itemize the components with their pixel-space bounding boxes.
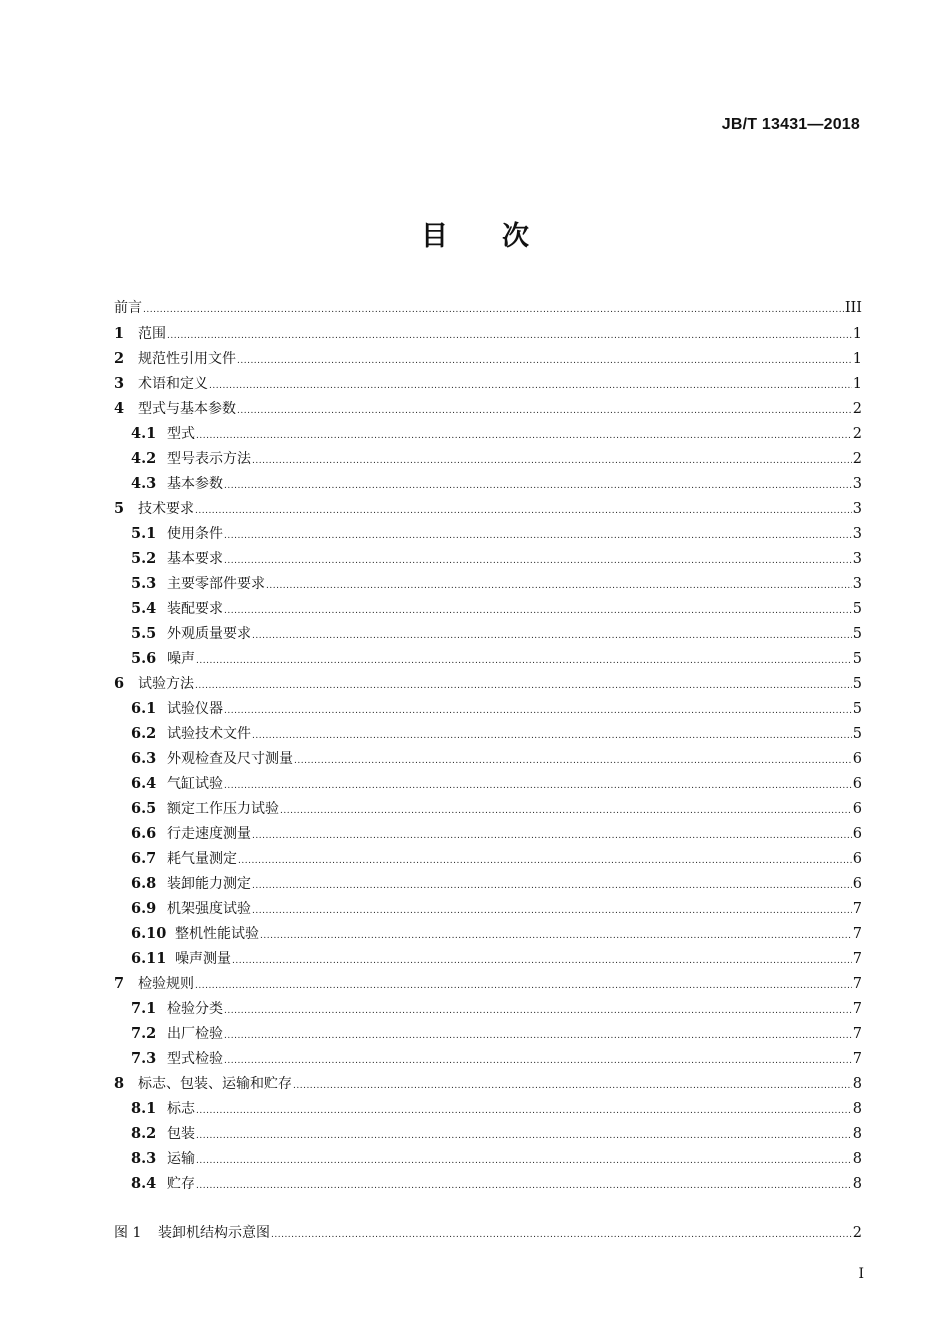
toc-entry-label: 耗气量测定 bbox=[167, 851, 237, 867]
dot-leader bbox=[224, 772, 852, 799]
toc-entry-page: 5 bbox=[852, 676, 862, 692]
toc-entry-number: 6.2 bbox=[131, 725, 157, 742]
toc-entry-number: 6.4 bbox=[131, 775, 157, 792]
toc-entry[interactable] bbox=[114, 1146, 862, 1171]
toc-entry-label: 规范性引用文件 bbox=[138, 351, 236, 367]
toc-entry-number: 7.3 bbox=[131, 1050, 157, 1067]
toc-entry-label: 试验仪器 bbox=[167, 701, 223, 717]
dot-leader bbox=[224, 1047, 852, 1074]
dot-leader bbox=[224, 472, 852, 499]
toc-entry[interactable] bbox=[114, 571, 862, 596]
toc-entry-number: 5.1 bbox=[131, 525, 157, 542]
dot-leader bbox=[196, 1147, 852, 1174]
toc-entry-label: 机架强度试验 bbox=[167, 901, 251, 917]
toc-entry-number: 6.9 bbox=[131, 900, 157, 917]
figure-entry-number: 图 1 bbox=[114, 1225, 142, 1241]
toc-entry[interactable] bbox=[114, 721, 862, 746]
toc-entry-number: 4.3 bbox=[131, 475, 157, 492]
toc-entry-page: 5 bbox=[852, 601, 862, 617]
dot-leader bbox=[266, 572, 852, 599]
toc-entry-label: 装卸能力测定 bbox=[167, 876, 251, 892]
toc-entry-number: 8.2 bbox=[131, 1125, 157, 1142]
toc-entry-number: 6.3 bbox=[131, 750, 157, 767]
toc-entry[interactable] bbox=[114, 1046, 862, 1071]
toc-entry-number: 7.1 bbox=[131, 1000, 157, 1017]
toc-entry-number: 4.1 bbox=[131, 425, 157, 442]
toc-entry-number: 6.1 bbox=[131, 700, 157, 717]
figure-entry-page: 2 bbox=[852, 1225, 862, 1241]
toc-entry[interactable] bbox=[114, 746, 862, 771]
toc-entry-label: 行走速度测量 bbox=[167, 826, 251, 842]
dot-leader bbox=[195, 497, 852, 524]
toc-entry-page: 7 bbox=[852, 1001, 862, 1017]
toc-entry[interactable] bbox=[114, 1071, 862, 1096]
toc-entry-label: 标志、包装、运输和贮存 bbox=[138, 1076, 292, 1092]
toc-entry-label: 主要零部件要求 bbox=[167, 576, 265, 592]
toc-entry-label: 检验分类 bbox=[167, 1001, 223, 1017]
toc-entry[interactable] bbox=[114, 546, 862, 571]
toc-entry-page: 1 bbox=[852, 351, 862, 367]
toc-entry[interactable] bbox=[114, 896, 862, 921]
toc-entry-label: 噪声 bbox=[167, 651, 195, 667]
dot-leader bbox=[167, 322, 852, 349]
toc-entry-number: 8.3 bbox=[131, 1150, 157, 1167]
toc-entry-label: 基本要求 bbox=[167, 551, 223, 567]
toc-entry[interactable] bbox=[114, 996, 862, 1021]
toc-entry-label: 试验方法 bbox=[138, 676, 194, 692]
toc-entry-number: 5.3 bbox=[131, 575, 157, 592]
toc-entry[interactable] bbox=[114, 946, 862, 971]
toc-entry-number: 5.2 bbox=[131, 550, 157, 567]
dot-leader bbox=[224, 597, 852, 624]
toc-entry-page: 5 bbox=[852, 651, 862, 667]
toc-entry[interactable] bbox=[114, 621, 862, 646]
dot-leader bbox=[209, 372, 852, 399]
toc-entry-number: 8.4 bbox=[131, 1175, 157, 1192]
standard-code: JB/T 13431—2018 bbox=[721, 116, 860, 133]
toc-entry-label: 整机性能试验 bbox=[175, 926, 259, 942]
toc-entry-number: 3 bbox=[114, 375, 125, 392]
toc-entry-label: 额定工作压力试验 bbox=[167, 801, 279, 817]
toc-entry-number: 7 bbox=[114, 975, 125, 992]
toc-entry[interactable] bbox=[114, 796, 862, 821]
toc-entry[interactable] bbox=[114, 421, 862, 446]
toc-entry-number: 5 bbox=[114, 500, 125, 517]
dot-leader bbox=[237, 397, 852, 424]
toc-entry-label: 贮存 bbox=[167, 1176, 195, 1192]
toc-entry-page: 7 bbox=[852, 976, 862, 992]
dot-leader bbox=[196, 1097, 852, 1124]
toc-entry[interactable] bbox=[114, 871, 862, 896]
toc-entry-number: 4 bbox=[114, 400, 125, 417]
toc-entry-number: 6.6 bbox=[131, 825, 157, 842]
toc-entry-number: 5.6 bbox=[131, 650, 157, 667]
toc-entry-label: 型式 bbox=[167, 426, 195, 442]
figure-list bbox=[114, 1221, 862, 1246]
toc-entry-page: 3 bbox=[852, 526, 862, 542]
toc-entry[interactable] bbox=[114, 1021, 862, 1046]
dot-leader bbox=[224, 1022, 852, 1049]
toc-entry-number: 6.7 bbox=[131, 850, 157, 867]
toc-entry-number: 1 bbox=[114, 325, 125, 342]
toc-entry-page: III bbox=[844, 300, 862, 316]
toc-entry[interactable] bbox=[114, 521, 862, 546]
toc-entry-label: 出厂检验 bbox=[167, 1026, 223, 1042]
toc-entry-label: 范围 bbox=[138, 326, 166, 342]
toc-entry-page: 7 bbox=[852, 1026, 862, 1042]
dot-leader bbox=[252, 447, 852, 474]
figure-entry[interactable] bbox=[114, 1221, 862, 1246]
toc-entry[interactable] bbox=[114, 696, 862, 721]
toc-entry[interactable] bbox=[114, 321, 862, 346]
toc-entry-label: 气缸试验 bbox=[167, 776, 223, 792]
toc-entry-label: 装配要求 bbox=[167, 601, 223, 617]
toc-entry-label: 运输 bbox=[167, 1151, 195, 1167]
dot-leader bbox=[260, 922, 852, 949]
title-char-2: 次 bbox=[502, 221, 529, 252]
dot-leader bbox=[252, 622, 852, 649]
toc-entry-page: 8 bbox=[852, 1076, 862, 1092]
dot-leader bbox=[196, 1122, 852, 1149]
toc-entry-label: 标志 bbox=[167, 1101, 195, 1117]
toc-entry[interactable] bbox=[114, 471, 862, 496]
dot-leader bbox=[196, 1172, 852, 1199]
toc-entry-page: 7 bbox=[852, 901, 862, 917]
table-of-contents bbox=[114, 296, 862, 1196]
toc-entry-page: 5 bbox=[852, 726, 862, 742]
dot-leader bbox=[195, 672, 852, 699]
toc-entry-page: 7 bbox=[852, 1051, 862, 1067]
page-number: I bbox=[858, 1266, 864, 1282]
toc-entry[interactable] bbox=[114, 646, 862, 671]
dot-leader bbox=[294, 747, 852, 774]
toc-entry[interactable] bbox=[114, 1121, 862, 1146]
dot-leader bbox=[224, 522, 852, 549]
toc-entry-number: 5.5 bbox=[131, 625, 157, 642]
dot-leader bbox=[143, 296, 844, 323]
toc-entry[interactable] bbox=[114, 496, 862, 521]
dot-leader bbox=[238, 847, 852, 874]
toc-entry-number: 5.4 bbox=[131, 600, 157, 617]
toc-entry-page: 3 bbox=[852, 476, 862, 492]
toc-entry[interactable] bbox=[114, 846, 862, 871]
toc-entry-label: 检验规则 bbox=[138, 976, 194, 992]
toc-entry-label: 使用条件 bbox=[167, 526, 223, 542]
toc-entry-label: 术语和定义 bbox=[138, 376, 208, 392]
toc-entry-label: 基本参数 bbox=[167, 476, 223, 492]
dot-leader bbox=[232, 947, 852, 974]
toc-entry[interactable] bbox=[114, 371, 862, 396]
dot-leader bbox=[280, 797, 852, 824]
dot-leader bbox=[252, 822, 852, 849]
toc-entry-label: 型式与基本参数 bbox=[138, 401, 236, 417]
toc-entry-label: 前言 bbox=[114, 300, 142, 316]
toc-entry-page: 3 bbox=[852, 551, 862, 567]
toc-entry-page: 5 bbox=[852, 626, 862, 642]
toc-entry[interactable] bbox=[114, 921, 862, 946]
toc-entry-page: 6 bbox=[852, 826, 862, 842]
toc-entry-label: 型式检验 bbox=[167, 1051, 223, 1067]
toc-entry[interactable] bbox=[114, 821, 862, 846]
dot-leader bbox=[224, 547, 852, 574]
toc-entry[interactable] bbox=[114, 346, 862, 371]
toc-entry-page: 6 bbox=[852, 851, 862, 867]
toc-entry-page: 8 bbox=[852, 1176, 862, 1192]
toc-entry-number: 8.1 bbox=[131, 1100, 157, 1117]
dot-leader bbox=[224, 997, 852, 1024]
toc-entry-page: 6 bbox=[852, 801, 862, 817]
toc-entry-page: 2 bbox=[852, 426, 862, 442]
dot-leader bbox=[196, 422, 852, 449]
toc-entry-page: 6 bbox=[852, 876, 862, 892]
dot-leader bbox=[195, 972, 852, 999]
page-title bbox=[0, 214, 950, 253]
dot-leader bbox=[252, 722, 852, 749]
toc-entry-label: 噪声测量 bbox=[175, 951, 231, 967]
dot-leader bbox=[224, 697, 852, 724]
toc-entry-label: 型号表示方法 bbox=[167, 451, 251, 467]
toc-entry-number: 6.5 bbox=[131, 800, 157, 817]
toc-entry-number: 6 bbox=[114, 675, 125, 692]
toc-entry[interactable] bbox=[114, 1096, 862, 1121]
toc-entry[interactable] bbox=[114, 296, 862, 321]
toc-entry-number: 6.10 bbox=[131, 925, 167, 942]
toc-entry[interactable] bbox=[114, 671, 862, 696]
toc-entry-page: 7 bbox=[852, 926, 862, 942]
figure-entry-label: 装卸机结构示意图 bbox=[158, 1225, 270, 1241]
toc-entry-number: 6.8 bbox=[131, 875, 157, 892]
toc-entry-page: 2 bbox=[852, 401, 862, 417]
toc-entry[interactable] bbox=[114, 596, 862, 621]
toc-entry-number: 2 bbox=[114, 350, 125, 367]
toc-entry-label: 包装 bbox=[167, 1126, 195, 1142]
toc-entry-page: 8 bbox=[852, 1126, 862, 1142]
toc-entry[interactable] bbox=[114, 396, 862, 421]
dot-leader bbox=[293, 1072, 852, 1099]
toc-entry-label: 外观质量要求 bbox=[167, 626, 251, 642]
toc-entry-label: 外观检查及尺寸测量 bbox=[167, 751, 293, 767]
title-char-1: 目 bbox=[421, 221, 448, 252]
toc-entry-page: 2 bbox=[852, 451, 862, 467]
toc-entry-page: 3 bbox=[852, 501, 862, 517]
toc-entry-label: 技术要求 bbox=[138, 501, 194, 517]
toc-entry[interactable] bbox=[114, 1171, 862, 1196]
toc-entry-number: 8 bbox=[114, 1075, 125, 1092]
toc-entry[interactable] bbox=[114, 971, 862, 996]
toc-entry[interactable] bbox=[114, 771, 862, 796]
toc-entry-number: 7.2 bbox=[131, 1025, 157, 1042]
toc-entry-page: 1 bbox=[852, 376, 862, 392]
dot-leader bbox=[252, 897, 852, 924]
toc-entry-page: 6 bbox=[852, 776, 862, 792]
toc-entry-number: 4.2 bbox=[131, 450, 157, 467]
toc-entry-page: 3 bbox=[852, 576, 862, 592]
dot-leader bbox=[271, 1221, 852, 1248]
toc-entry-label: 试验技术文件 bbox=[167, 726, 251, 742]
toc-entry-page: 5 bbox=[852, 701, 862, 717]
toc-entry-number: 6.11 bbox=[131, 950, 167, 967]
dot-leader bbox=[237, 347, 852, 374]
toc-entry-page: 7 bbox=[852, 951, 862, 967]
toc-entry-page: 8 bbox=[852, 1151, 862, 1167]
toc-entry-page: 6 bbox=[852, 751, 862, 767]
toc-entry[interactable] bbox=[114, 446, 862, 471]
toc-entry-page: 8 bbox=[852, 1101, 862, 1117]
dot-leader bbox=[196, 647, 852, 674]
toc-entry-page: 1 bbox=[852, 326, 862, 342]
dot-leader bbox=[252, 872, 852, 899]
